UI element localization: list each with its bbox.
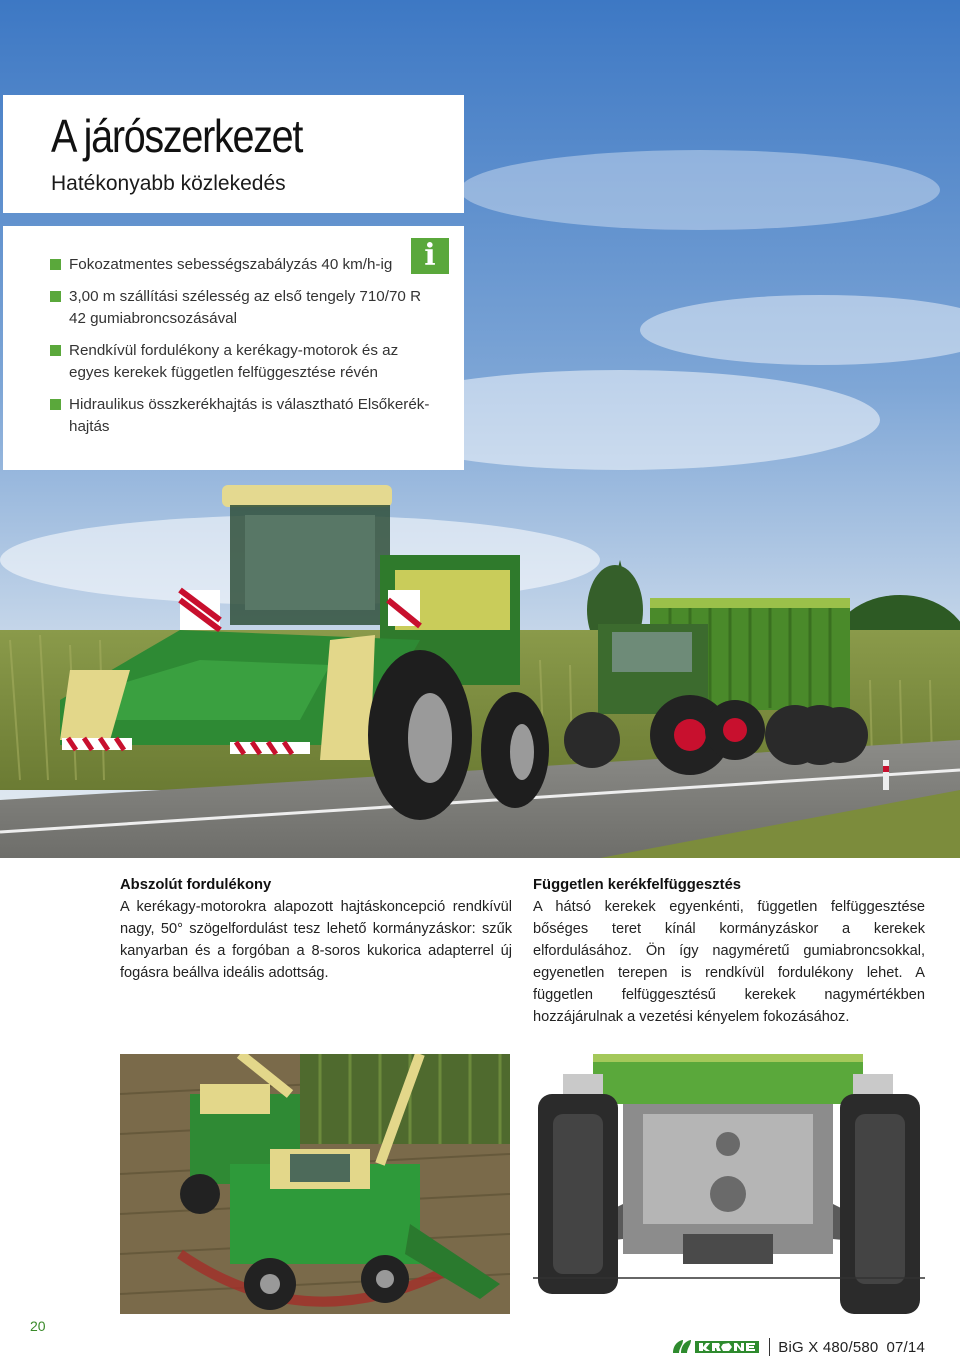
feature-item	[50, 340, 439, 384]
feature-text: Rendkívül fordulékony a kerékagy-motorok és az egyes kerekek független felfüggesztése révén	[69, 342, 399, 381]
page-number: 20	[30, 1318, 46, 1334]
tractor-with-trailer	[564, 598, 868, 775]
feature-text: Fokozatmentes sebességszabályzás 40 km/h-ig	[69, 256, 393, 273]
feature-item	[50, 394, 439, 438]
section-heading: Abszolút fordulékony	[120, 877, 272, 893]
info-icon: i	[411, 238, 449, 274]
feature-item	[50, 286, 439, 330]
footer-separator	[769, 1338, 771, 1356]
independent-suspension-render	[533, 1054, 925, 1316]
date-code: 07/14	[886, 1338, 925, 1356]
harvester-field-photo	[120, 1054, 510, 1314]
feature-panel	[3, 226, 464, 470]
footer	[671, 1336, 925, 1358]
feature-text: Hidraulikus összkerékhajtás is választható Elsőkerék-hajtás	[69, 396, 430, 435]
section-turning	[120, 874, 512, 984]
model-label: BiG X 480/580	[778, 1338, 879, 1356]
bullet-square-icon	[50, 291, 61, 302]
section-body: A kerékagy-motorokra alapozott hajtáskoncepció rendkívül nagy, 50° szögelfordulást tesz lehető kormányzáskor: szűk kanyarban és a forgóban a 8-soros kukorica adapterrel új fogásra beállva ideális adottság.	[120, 899, 512, 981]
harvester-turning-scene	[120, 1054, 510, 1314]
bullet-square-icon	[50, 259, 61, 270]
feature-text: 3,00 m szállítási szélesség az első tengely 710/70 R 42 gumiabroncsozásával	[69, 288, 422, 327]
bullet-square-icon	[50, 399, 61, 410]
section-body: A hátsó kerekek egyenkénti, független felfüggesztése bőséges teret kínál kormányzáskor a kerekek elfordulásához. Ön így nagyméretű gumiabroncsokkal, egyenetlen terepen is rendkívül fordulékony lehet. A független felfüggesztésű kerekek nagymértékben hozzájárulnak a vezetési kényelem fokozásához.	[533, 899, 925, 1025]
krone-logo-mark	[671, 1339, 761, 1355]
title-panel	[3, 95, 464, 213]
feature-item	[50, 254, 439, 276]
rear-axle-photo	[533, 1054, 925, 1316]
page-title: A járószerkezet	[51, 110, 303, 162]
krone-logo	[671, 1339, 761, 1355]
section-suspension	[533, 874, 925, 1028]
bullet-square-icon	[50, 345, 61, 356]
feature-list	[50, 254, 439, 448]
section-heading: Független kerékfelfüggesztés	[533, 877, 742, 893]
page-subtitle: Hatékonyabb közlekedés	[51, 172, 286, 195]
